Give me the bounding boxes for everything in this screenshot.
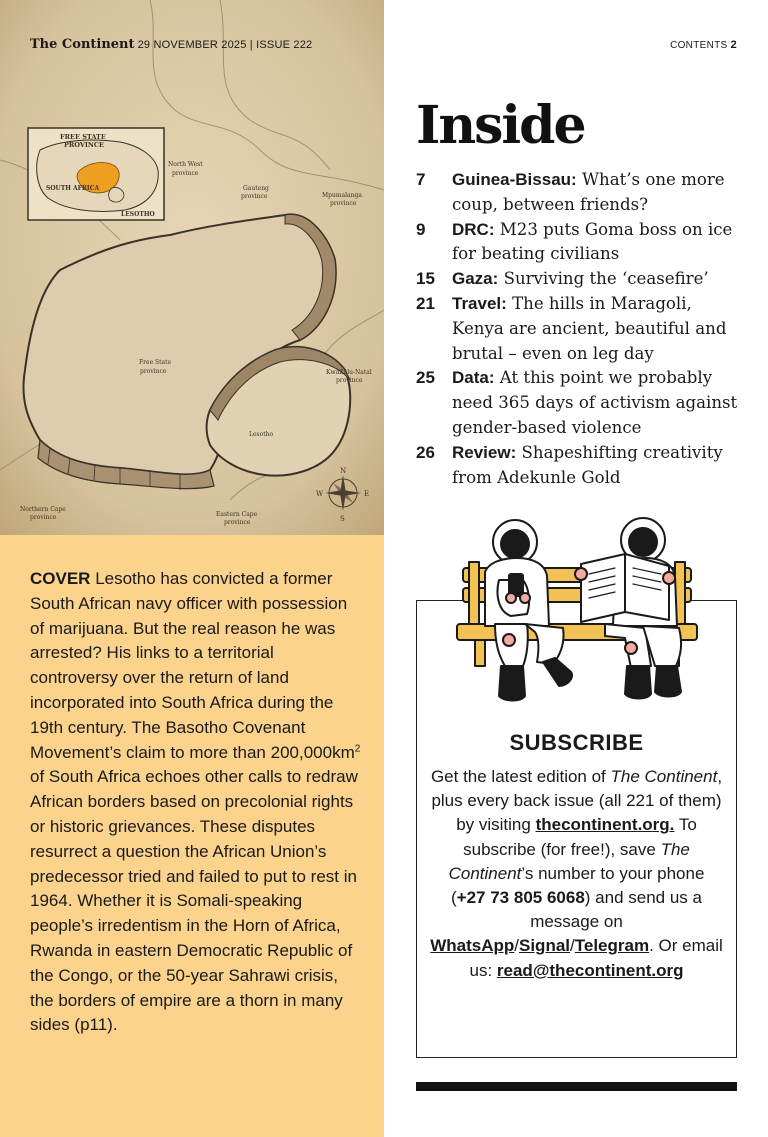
toc-text: M23 puts Goma boss on ice for beating civilians xyxy=(452,219,733,264)
inside-title: Inside xyxy=(416,95,585,156)
compass-s: S xyxy=(340,515,345,523)
subscribe-title: SUBSCRIBE xyxy=(509,730,644,755)
region-label: Free State xyxy=(139,359,172,366)
bottom-rule xyxy=(416,1082,737,1091)
toc-section: DRC: xyxy=(452,219,495,239)
issue-date: 29 NOVEMBER 2025 | ISSUE 222 xyxy=(137,39,313,51)
subscribe-body xyxy=(430,765,723,983)
separator: / xyxy=(514,936,519,956)
toc-page: 15 xyxy=(416,269,435,289)
email-link[interactable]: read@thecontinent.org xyxy=(496,960,684,980)
publication-name: The Continent xyxy=(448,839,690,883)
inset-label: PROVINCE xyxy=(64,141,104,149)
inset-label: LESOTHO xyxy=(121,211,155,218)
toc-entry[interactable] xyxy=(416,168,746,218)
cover-label: COVER xyxy=(30,569,91,588)
brand-name: The Continent xyxy=(30,37,135,52)
region-label: province xyxy=(241,193,268,200)
website-link[interactable]: thecontinent.org. xyxy=(535,815,675,835)
region-label: province xyxy=(224,519,251,526)
cover-body-1: Lesotho has convicted a former South African navy officer with possession of marijuana. But the real reason he was arrested? His links to a territorial controversy over the return of land incorporated into South Africa during the 19th century. The Basotho Covenant Movement’s claim to more than 200,000km xyxy=(30,569,355,762)
page-label xyxy=(670,39,737,51)
toc-entry[interactable] xyxy=(416,218,746,268)
region-label: province xyxy=(140,368,167,375)
cover-map-image xyxy=(0,0,384,535)
page-number: 2 xyxy=(730,39,737,51)
subscribe-text: To subscribe (for free!), save xyxy=(463,815,697,859)
toc-page: 7 xyxy=(416,170,426,189)
toc-entry[interactable] xyxy=(416,366,746,440)
toc-text: Shapeshifting creativity from Adekunle Gold xyxy=(452,442,723,487)
region-label: province xyxy=(330,200,357,207)
astronauts-bench-illustration xyxy=(455,516,705,711)
toc-section: Data: xyxy=(452,368,495,388)
masthead xyxy=(30,37,312,52)
subscribe-text: Get the latest edition of xyxy=(430,767,611,786)
region-label: Mpumalanga xyxy=(322,192,362,199)
toc-text: What’s one more coup, between friends? xyxy=(452,170,725,214)
subscribe-text: ’s number to your phone ( xyxy=(451,863,705,908)
toc-section: Review: xyxy=(452,442,517,462)
toc-text: The hills in Maragoli, Kenya are ancient, beautiful and brutal – even on leg day xyxy=(452,293,727,363)
region-label: North West xyxy=(168,161,203,168)
region-label: Eastern Cape xyxy=(216,511,258,518)
table-of-contents xyxy=(416,168,746,490)
cover-body-2: of South Africa echoes other calls to redraw African borders based on precolonial rights or historic grievances. These disputes resurrect a question the African Union’s predecessor tried and failed to put to rest in 1964. Whether it is Somali-speaking people’s irredentism in the Horn of Africa, Rwanda in eastern Democratic Republic of the Congo, or the 50-year Sahrawi crisis, the borders of empire are a thorn in many sides (p11). xyxy=(30,767,358,1035)
toc-section: Travel: xyxy=(452,293,507,313)
whatsapp-link[interactable]: WhatsApp xyxy=(430,936,515,956)
region-label: province xyxy=(30,514,57,521)
inset-label: FREE STATE xyxy=(60,133,106,141)
separator: / xyxy=(570,936,575,956)
region-label: province xyxy=(336,377,363,384)
phone-number: +27 73 805 6068 xyxy=(456,888,585,908)
toc-entry[interactable] xyxy=(416,441,746,491)
subscribe-text: . Or email us: xyxy=(469,936,723,980)
toc-text: Surviving the ‘ceasefire’ xyxy=(498,269,709,289)
inset-label: SOUTH AFRICA xyxy=(46,185,100,192)
toc-entry[interactable] xyxy=(416,292,746,366)
compass-w: W xyxy=(316,490,324,498)
toc-page: 9 xyxy=(416,219,426,239)
toc-section: Gaza: xyxy=(452,269,499,289)
region-label: Northern Cape xyxy=(20,506,66,513)
compass-n: N xyxy=(340,467,347,475)
subscribe-text: ) and send us a message on xyxy=(530,888,702,932)
toc-page: 21 xyxy=(416,293,435,313)
toc-section: Guinea-Bissau: xyxy=(452,170,577,189)
toc-entry[interactable] xyxy=(416,267,746,292)
region-label: Lesotho xyxy=(249,431,274,438)
region-label: province xyxy=(172,170,199,177)
toc-page: 25 xyxy=(416,368,435,388)
compass-e: E xyxy=(364,490,370,498)
cover-description xyxy=(30,567,362,1038)
superscript: 2 xyxy=(354,742,361,754)
signal-link[interactable]: Signal xyxy=(519,936,571,956)
region-label: KwaZulu-Natal xyxy=(326,369,372,376)
telegram-link[interactable]: Telegram xyxy=(574,936,650,956)
region-label: Gauteng xyxy=(243,185,269,192)
publication-name: The Continent xyxy=(610,767,718,786)
subscribe-text: , plus every back issue (all 221 of them) by visiting xyxy=(431,767,723,835)
page-label-text: CONTENTS xyxy=(670,40,728,51)
toc-text: At this point we probably need 365 days of activism against gender-based violence xyxy=(452,368,738,437)
toc-page: 26 xyxy=(416,442,435,462)
